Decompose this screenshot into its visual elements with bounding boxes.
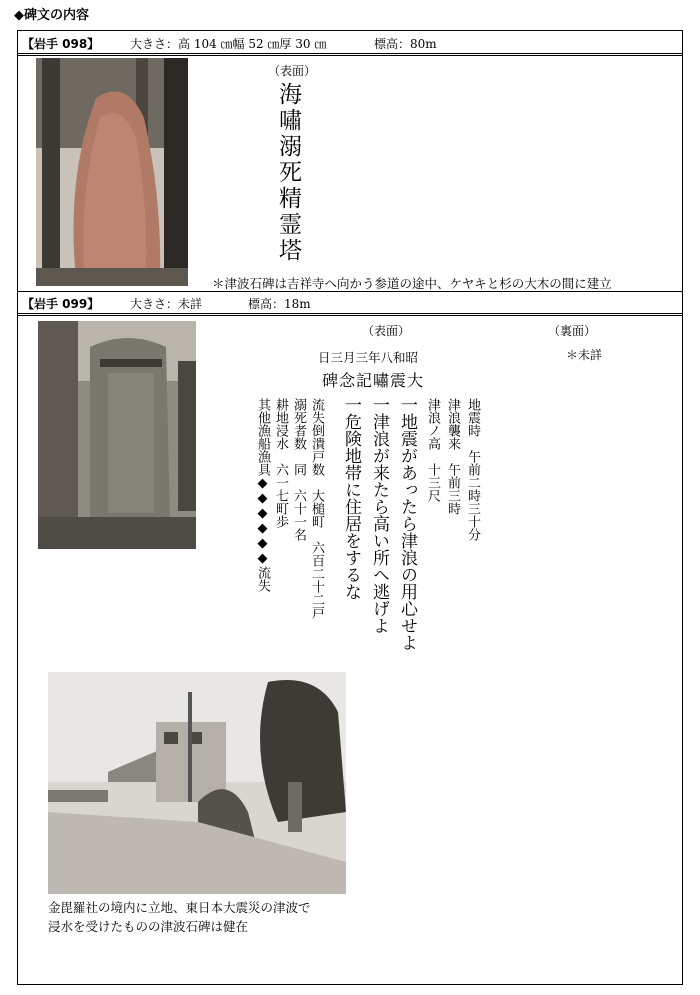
header-divider-2 xyxy=(17,313,683,316)
entry2-caption-line2: 浸水を受けたものの津波石碑は健在 xyxy=(48,919,249,934)
inscription-column: 津浪ノ高 十三尺 xyxy=(425,398,440,502)
section-title: ◆碑文の内容 xyxy=(14,8,89,23)
inscription-column: 一地震があったら津浪の用心せよ xyxy=(397,396,417,651)
entry-divider xyxy=(17,291,683,292)
entry1-id: 【岩手 098】 xyxy=(22,37,100,51)
entry2-header xyxy=(22,295,311,312)
entry1-elevation: 標高：80m xyxy=(374,37,437,51)
header-divider-1 xyxy=(17,53,683,56)
inscription-column: 流失倒潰戸数 大槌町 六百二十二戸 xyxy=(309,398,324,619)
inscription-column: 津浪襲来 午前三時 xyxy=(445,398,460,515)
entry2-site-photo xyxy=(48,672,346,894)
entry1-header xyxy=(22,35,437,52)
entry2-title-line: 大震嘯記念碑 xyxy=(322,371,425,390)
entry2-size: 大きさ：未詳 xyxy=(130,297,203,311)
entry2-date-line: 昭和八年三月三日 xyxy=(318,350,419,365)
entry2-back-label: （裏面） xyxy=(548,324,597,338)
inscription-column: 一津浪が来たら高い所へ逃げよ xyxy=(369,396,389,634)
entry1-size: 大きさ：高 104 ㎝幅 52 ㎝厚 30 ㎝ xyxy=(130,37,327,51)
entry1-stone-photo xyxy=(36,58,188,286)
entry2-back-text: ＊未詳 xyxy=(566,348,603,362)
inscription-column: 一危険地帯に住居をするな xyxy=(341,396,361,600)
entry2-caption-line1: 金毘羅社の境内に立地、東日本大震災の津波で xyxy=(48,900,311,915)
inscription-column: 地震時 午前二時三十分 xyxy=(465,398,480,541)
inscription-column: 其他漁船漁具◆◆◆◆◆◆流失 xyxy=(255,398,270,592)
inscription-column: 耕地浸水 六一七町歩 xyxy=(273,398,288,528)
entry2-elevation: 標高：18m xyxy=(248,297,311,311)
entry2-id: 【岩手 099】 xyxy=(22,297,100,311)
entry1-front-text: 海嘯溺死精霊塔 xyxy=(275,82,301,264)
entry1-front-label: （表面） xyxy=(268,64,317,78)
entry2-front-label: （表面） xyxy=(362,324,411,338)
entry2-stone-photo xyxy=(38,321,196,549)
entry1-note: ＊津波石碑は吉祥寺へ向かう参道の途中、ケヤキと杉の大木の間に建立 xyxy=(212,276,612,291)
inscription-column: 溺死者数 同 六十一名 xyxy=(291,398,306,541)
